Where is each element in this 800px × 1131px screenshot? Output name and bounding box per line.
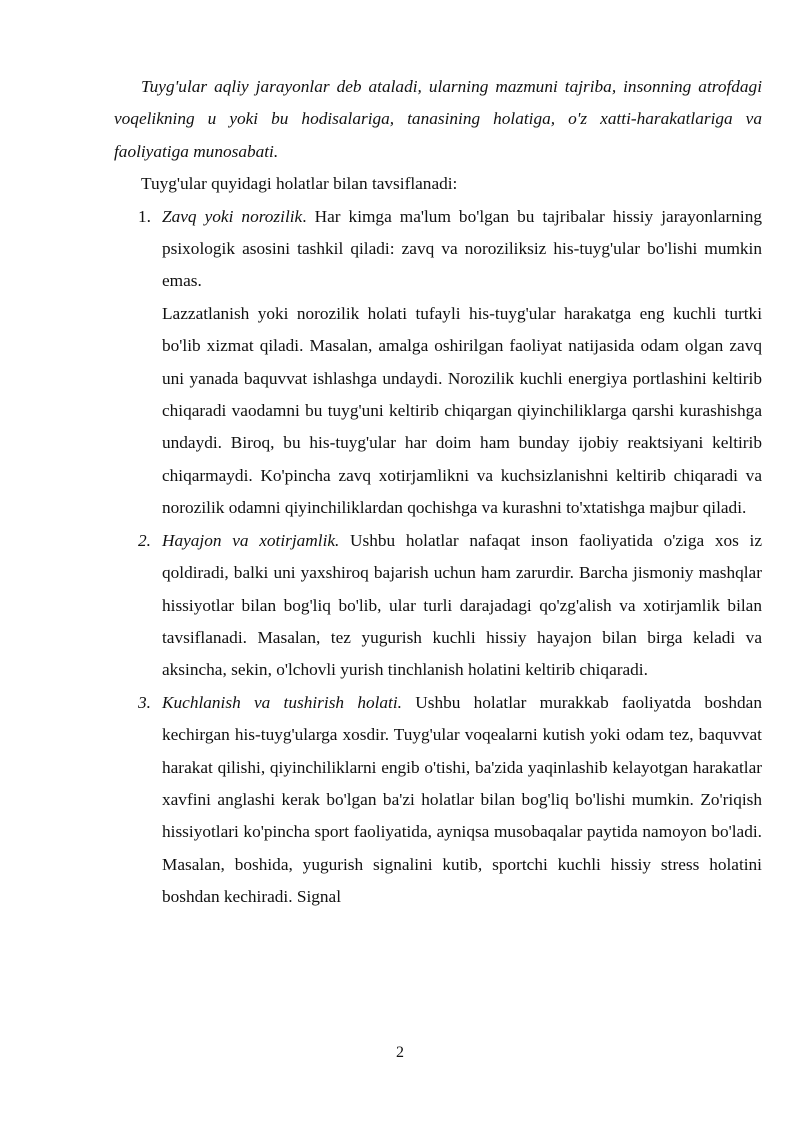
definition-paragraph [114, 71, 762, 168]
list-item-extra-paragraph: Lazzatlanish yoki norozilik holati tufayli his-tuyg'ular harakatga eng kuchli turtki bo'lib xizmat qiladi. Masalan, amalga oshirilgan faoliyat natijasida odam olgan zavq uni yanada baquvvat ishlashga undaydi. Norozilik kuchli energiya portlashini keltirib chiqaradi vaodamni bu tuyg'uni keltirib chiqargan qiyinchiliklarga qarshi kurashishga undaydi. Biroq, bu his-tuyg'ular har doim ham bunday ijobiy reaktsiyani keltirib chiqarmaydi. Ko'pincha zavq xotirjamlikni va kuchsizlanishni keltirib chiqaradi va norozilik odamni qiyinchiliklardan qochishga va kurashni to'xtatishga majbur qiladi. [162, 303, 762, 518]
list-item-number: 1. [138, 206, 151, 226]
list-item-number: 2. [138, 530, 151, 550]
list-item [114, 525, 762, 687]
list-item-title: Hayajon va xotirjamlik. [162, 530, 340, 550]
list-item-title: Kuchlanish va tushirish holati. [162, 692, 402, 712]
definition-text: Tuyg'ular aqliy jarayonlar deb ataladi, ularning mazmuni tajriba, insonning atrofdagi voqelikning u yoki bu hodisalariga, tanasining holatiga, o'z xatti-harakatlariga va faoliyatiga munosabati. [114, 77, 762, 161]
list-item-number: 3. [138, 692, 151, 712]
page-number: 2 [396, 1044, 404, 1061]
list-item [114, 687, 762, 914]
list-item-text: Ushbu holatlar nafaqat inson faoliyatida o'ziga xos iz qoldiradi, balki uni yaxshiroq bajarish uchun ham zarurdir. Barcha jismoniy mashqlar hissiyotlar bilan bog'liq bo'lib, ular turli darajadagi qo'zg'alish va xotirjamlik bilan tavsiflanadi. Masalan, tez yugurish kuchli hissiy hayajon bilan birga keladi va aksincha, sekin, o'lchovli yurish tinchlanish holatini keltirib chiqaradi. [162, 530, 762, 680]
list-item-text: Har kimga ma'lum bo'lgan bu tajribalar hissiy jarayonlarning psixologik asosini tashkil qiladi: zavq va noroziliksiz his-tuyg'ular bo'lishi mumkin emas. [162, 206, 762, 291]
list-item [114, 201, 762, 298]
lead-paragraph: Tuyg'ular quyidagi holatlar bilan tavsiflanadi: [141, 174, 458, 194]
list-item-title: Zavq yoki norozilik [162, 206, 303, 226]
body-text [114, 71, 762, 914]
list-item-text: Ushbu holatlar murakkab faoliyatda boshdan kechirgan his-tuyg'ularga xosdir. Tuyg'ular voqealarni kutish yoki odam tez, baquvvat harakat qilishi, qiyinchiliklarni engib o'tishi, ba'zida yaqinlashib kelayotgan harakatlar xavfini anglashi kerak bo'lgan ba'zi holatlar bilan bog'liq bo'lishi mumkin. Zo'riqish hissiyotlari ko'pincha sport faoliyatida, ayniqsa musobaqalar paytida namoyon bo'ladi. Masalan, boshida, yugurish signalini kutib, sportchi kuchli hissiy stress holatini boshdan kechiradi. Signal [162, 692, 762, 907]
list-item-title-punct: . [302, 206, 307, 226]
